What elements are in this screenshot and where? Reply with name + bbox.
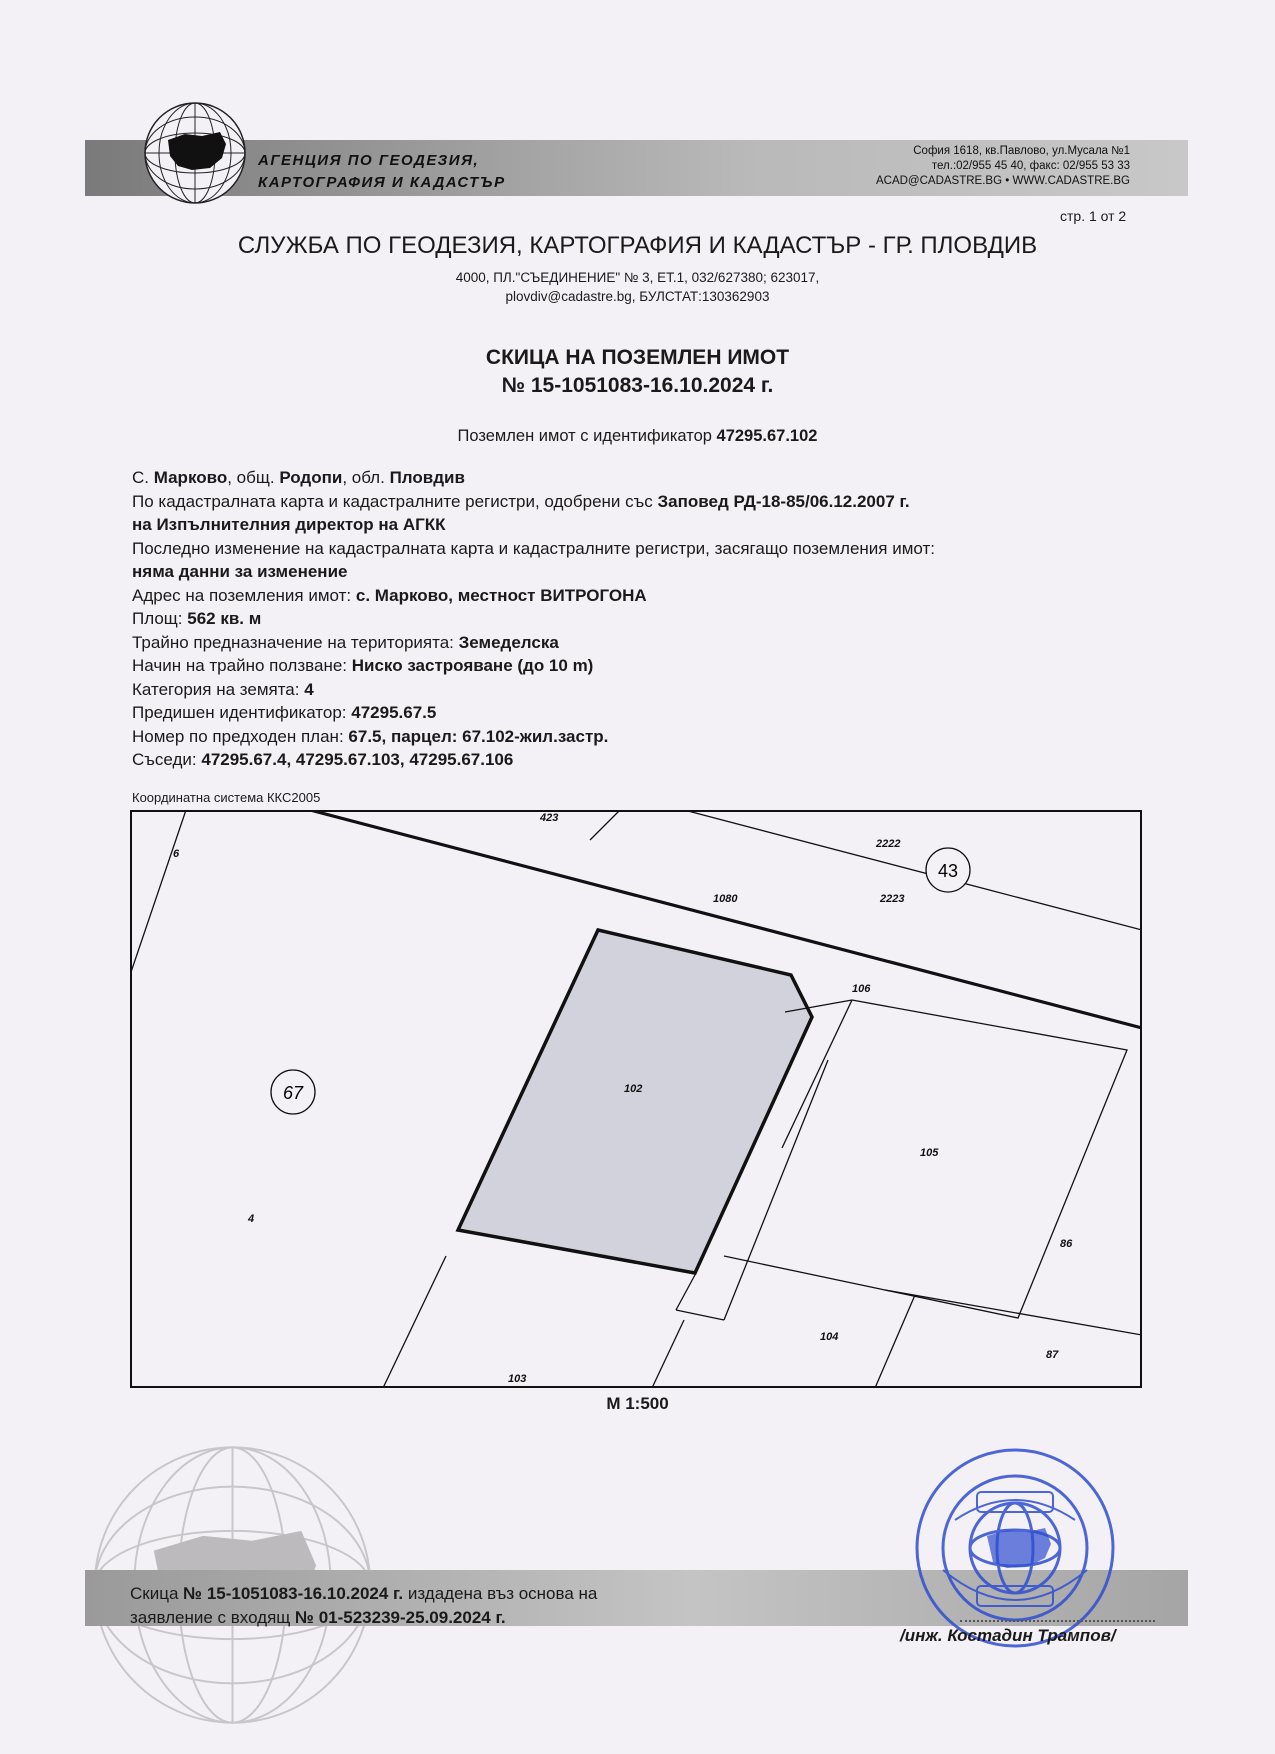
parcel-106-label: 106 <box>852 983 871 995</box>
address-row <box>132 584 935 608</box>
identifier-label: Поземлен имот с идентификатор <box>457 427 712 445</box>
last-change-row <box>132 560 935 584</box>
purpose-row <box>132 631 935 655</box>
neighbors-label: Съседи: <box>132 750 197 769</box>
category-label: Категория на земята: <box>132 679 300 699</box>
footer-issuance-note <box>130 1582 597 1630</box>
agency-name-line1: АГЕНЦИЯ ПО ГЕОДЕЗИЯ, <box>258 152 480 169</box>
approval-label: По кадастралната карта и кадастралните регистри, одобрени със <box>132 491 653 511</box>
area-row <box>132 607 935 631</box>
parcel-87-label: 87 <box>1046 1349 1059 1361</box>
region-value: Пловдив <box>389 468 465 487</box>
village-prefix: С. <box>132 468 149 487</box>
official-stamp <box>895 1440 1135 1650</box>
address-value: с. Марково, местност ВИТРОГОНА <box>355 585 647 605</box>
document-title-line1: СКИЦА НА ПОЗЕМЛЕН ИМОТ <box>485 346 790 369</box>
agency-phone: тел.:02/955 45 40, факс: 02/955 53 33 <box>931 160 1130 172</box>
agency-contacts <box>800 144 1130 189</box>
approval-row <box>132 490 935 514</box>
previous-plan-label: Номер по предходен план: <box>132 726 344 746</box>
agency-web: ACAD@CADASTRE.BG • WWW.CADASTRE.BG <box>875 175 1130 187</box>
footer-line1 <box>130 1582 597 1606</box>
purpose-label: Трайно предназначение на територията: <box>132 632 454 652</box>
last-change-label: Последно изменение на кадастралната карта и кадастралните регистри, засягащо поземления имот: <box>132 538 935 558</box>
area-label: Площ: <box>132 609 183 628</box>
previous-plan-value: 67.5, парцел: 67.102-жил.застр. <box>348 726 609 746</box>
previous-id-label: Предишен идентификатор: <box>132 703 347 722</box>
signatory-name: /инж. Костадин Трампов/ <box>900 1626 1116 1645</box>
office-contacts <box>0 268 1275 306</box>
approval-by: на Изпълнителния директор на АГКК <box>132 515 446 534</box>
usage-label: Начин на трайно ползване: <box>132 656 348 675</box>
parcel-103-label: 103 <box>508 1373 527 1385</box>
purpose-value: Земеделска <box>458 632 559 652</box>
footer-sketch-number: № 15-1051083-16.10.2024 г. <box>183 1584 404 1603</box>
approval-order: Заповед РД-18-85/06.12.2007 г. <box>657 491 910 511</box>
neighbors-row <box>132 748 935 772</box>
coordinate-system: Координатна система ККС2005 <box>132 790 321 805</box>
previous-plan-row <box>132 725 935 749</box>
map-scale: М 1:500 <box>606 1394 669 1413</box>
office-contacts-line2: plovdiv@cadastre.bg, БУЛСТАТ:130362903 <box>505 289 770 304</box>
block-43-label: 43 <box>937 861 959 881</box>
agency-globe-logo <box>140 98 250 208</box>
property-details <box>132 466 935 772</box>
previous-id-row <box>132 701 935 725</box>
footer-line2 <box>130 1606 597 1630</box>
last-change-value: няма данни за изменение <box>132 562 348 581</box>
address-label: Адрес на поземления имот: <box>132 585 352 605</box>
neighbors-value: 47295.67.4, 47295.67.103, 47295.67.106 <box>201 750 514 769</box>
signature-line <box>960 1620 1155 1622</box>
parcel-105-label: 105 <box>920 1147 939 1159</box>
page-number: стр. 1 от 2 <box>1060 208 1127 224</box>
footer-sketch-prefix: Скица <box>130 1584 179 1603</box>
agency-address: София 1618, кв.Павлово, ул.Мусала №1 <box>913 145 1130 157</box>
footer-sketch-suffix: издадена въз основа на <box>407 1584 598 1603</box>
region-prefix: , обл. <box>342 468 385 487</box>
approval-by-row <box>132 513 935 537</box>
agency-name-line2: КАРТОГРАФИЯ И КАДАСТЪР <box>258 174 506 191</box>
document-number: № 15-1051083-16.10.2024 г. <box>501 374 774 397</box>
category-value: 4 <box>304 679 314 699</box>
footer-request-prefix: заявление с входящ <box>130 1608 291 1627</box>
document-title <box>0 344 1275 400</box>
parcel-2223-label: 2223 <box>880 893 905 905</box>
municipality-prefix: , общ. <box>227 468 275 487</box>
area-value: 562 кв. м <box>187 609 262 628</box>
parcel-6-label: 6 <box>173 848 180 860</box>
usage-value: Ниско застрояване (до 10 m) <box>351 656 594 675</box>
identifier-line <box>0 427 1275 446</box>
parcel-1080-label: 1080 <box>713 893 738 905</box>
parcel-423-label: 423 <box>540 812 559 824</box>
usage-row <box>132 654 935 678</box>
office-contacts-line1: 4000, ПЛ."СЪЕДИНЕНИЕ" № 3, ЕТ.1, 032/627380; 623017, <box>455 270 820 285</box>
location-row <box>132 466 935 490</box>
category-row <box>132 678 935 702</box>
parcel-102-label: 102 <box>624 1083 643 1095</box>
office-title: СЛУЖБА ПО ГЕОДЕЗИЯ, КАРТОГРАФИЯ И КАДАСТЪР - ГР. ПЛОВДИВ <box>237 232 1038 259</box>
parcel-86-label: 86 <box>1060 1238 1073 1250</box>
parcel-2222-label: 2222 <box>876 838 901 850</box>
municipality-value: Родопи <box>279 468 343 487</box>
previous-id-value: 47295.67.5 <box>351 703 437 722</box>
footer-request-number: № 01-523239-25.09.2024 г. <box>295 1608 506 1627</box>
village-value: Марково <box>153 468 228 487</box>
cadastral-map <box>130 810 1142 1388</box>
block-67-label: 67 <box>282 1083 304 1103</box>
parcel-4-label: 4 <box>248 1213 255 1225</box>
parcel-104-label: 104 <box>820 1331 839 1343</box>
agency-name <box>258 150 506 194</box>
identifier-value: 47295.67.102 <box>716 427 818 445</box>
